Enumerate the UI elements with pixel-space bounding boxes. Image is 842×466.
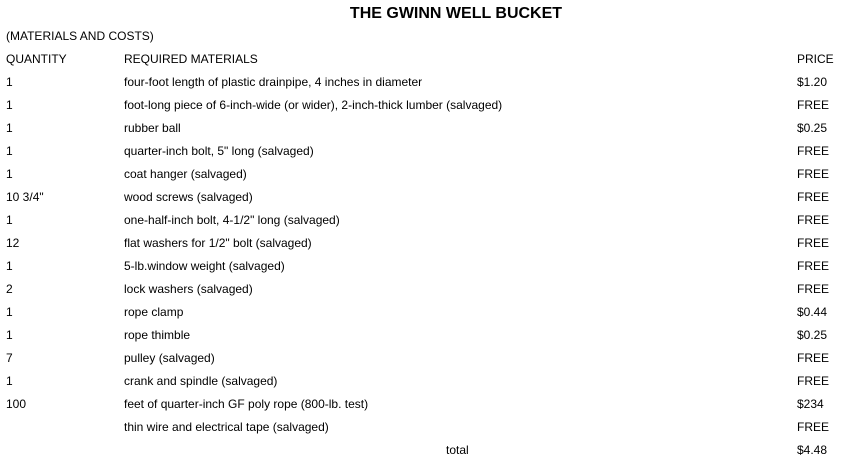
table-row (0, 190, 842, 213)
table-row (0, 397, 842, 420)
table-row (0, 282, 842, 305)
row-quantity: 7 (6, 351, 13, 365)
row-quantity: 1 (6, 305, 13, 319)
row-price: FREE (797, 213, 830, 227)
row-price: FREE (797, 190, 830, 204)
row-material: rope thimble (124, 328, 191, 342)
row-price: FREE (797, 420, 830, 434)
row-price: FREE (797, 98, 830, 112)
row-material: foot-long piece of 6-inch-wide (or wider), 2-inch-thick lumber (salvaged) (124, 98, 503, 112)
row-material: feet of quarter-inch GF poly rope (800-lb. test) (124, 397, 369, 411)
row-price: FREE (797, 351, 830, 365)
table-header-row (0, 52, 842, 75)
row-price: FREE (797, 167, 830, 181)
row-quantity: 1 (6, 98, 13, 112)
row-material: flat washers for 1/2" bolt (salvaged) (124, 236, 312, 250)
row-quantity: 1 (6, 167, 13, 181)
table-row (0, 351, 842, 374)
total-row (0, 443, 842, 466)
total-value: $4.48 (797, 443, 828, 457)
row-quantity: 1 (6, 259, 13, 273)
row-material: quarter-inch bolt, 5" long (salvaged) (124, 144, 314, 158)
table-row (0, 259, 842, 282)
row-material: four-foot length of plastic drainpipe, 4 inches in diameter (124, 75, 423, 89)
row-quantity: 100 (6, 397, 27, 411)
table-row (0, 305, 842, 328)
row-material: 5-lb.window weight (salvaged) (124, 259, 285, 273)
row-quantity: 1 (6, 144, 13, 158)
row-material: wood screws (salvaged) (124, 190, 253, 204)
row-material: rubber ball (124, 121, 181, 135)
row-quantity: 2 (6, 282, 13, 296)
table-row (0, 328, 842, 351)
row-price: $234 (797, 397, 824, 411)
materials-column-header: REQUIRED MATERIALS (124, 52, 258, 66)
row-price: $0.44 (797, 305, 828, 319)
row-quantity: 1 (6, 213, 13, 227)
row-quantity: 1 (6, 374, 13, 388)
row-price: $0.25 (797, 328, 828, 342)
table-row (0, 420, 842, 443)
row-material: lock washers (salvaged) (124, 282, 253, 296)
table-row (0, 121, 842, 144)
row-price: FREE (797, 144, 830, 158)
page-title: THE GWINN WELL BUCKET (349, 5, 563, 22)
row-price: FREE (797, 282, 830, 296)
table-row (0, 213, 842, 236)
row-material: crank and spindle (salvaged) (124, 374, 278, 388)
row-price: $1.20 (797, 75, 828, 89)
row-quantity: 10 3/4" (6, 190, 44, 204)
row-material: rope clamp (124, 305, 184, 319)
row-quantity: 1 (6, 75, 13, 89)
row-price: FREE (797, 259, 830, 273)
row-quantity: 1 (6, 121, 13, 135)
row-price: FREE (797, 236, 830, 250)
table-row (0, 236, 842, 259)
row-quantity: 1 (6, 328, 13, 342)
total-label: total (446, 443, 469, 457)
row-quantity: 12 (6, 236, 20, 250)
price-column-header: PRICE (797, 52, 834, 66)
row-material: coat hanger (salvaged) (124, 167, 247, 181)
row-price: $0.25 (797, 121, 828, 135)
row-price: FREE (797, 374, 830, 388)
table-row (0, 374, 842, 397)
table-row (0, 144, 842, 167)
table-row (0, 98, 842, 121)
page-subtitle: (MATERIALS AND COSTS) (6, 29, 154, 43)
row-material: one-half-inch bolt, 4-1/2" long (salvaged) (124, 213, 340, 227)
quantity-column-header: QUANTITY (6, 52, 67, 66)
row-material: pulley (salvaged) (124, 351, 215, 365)
table-row (0, 167, 842, 190)
row-material: thin wire and electrical tape (salvaged) (124, 420, 329, 434)
table-row (0, 75, 842, 98)
